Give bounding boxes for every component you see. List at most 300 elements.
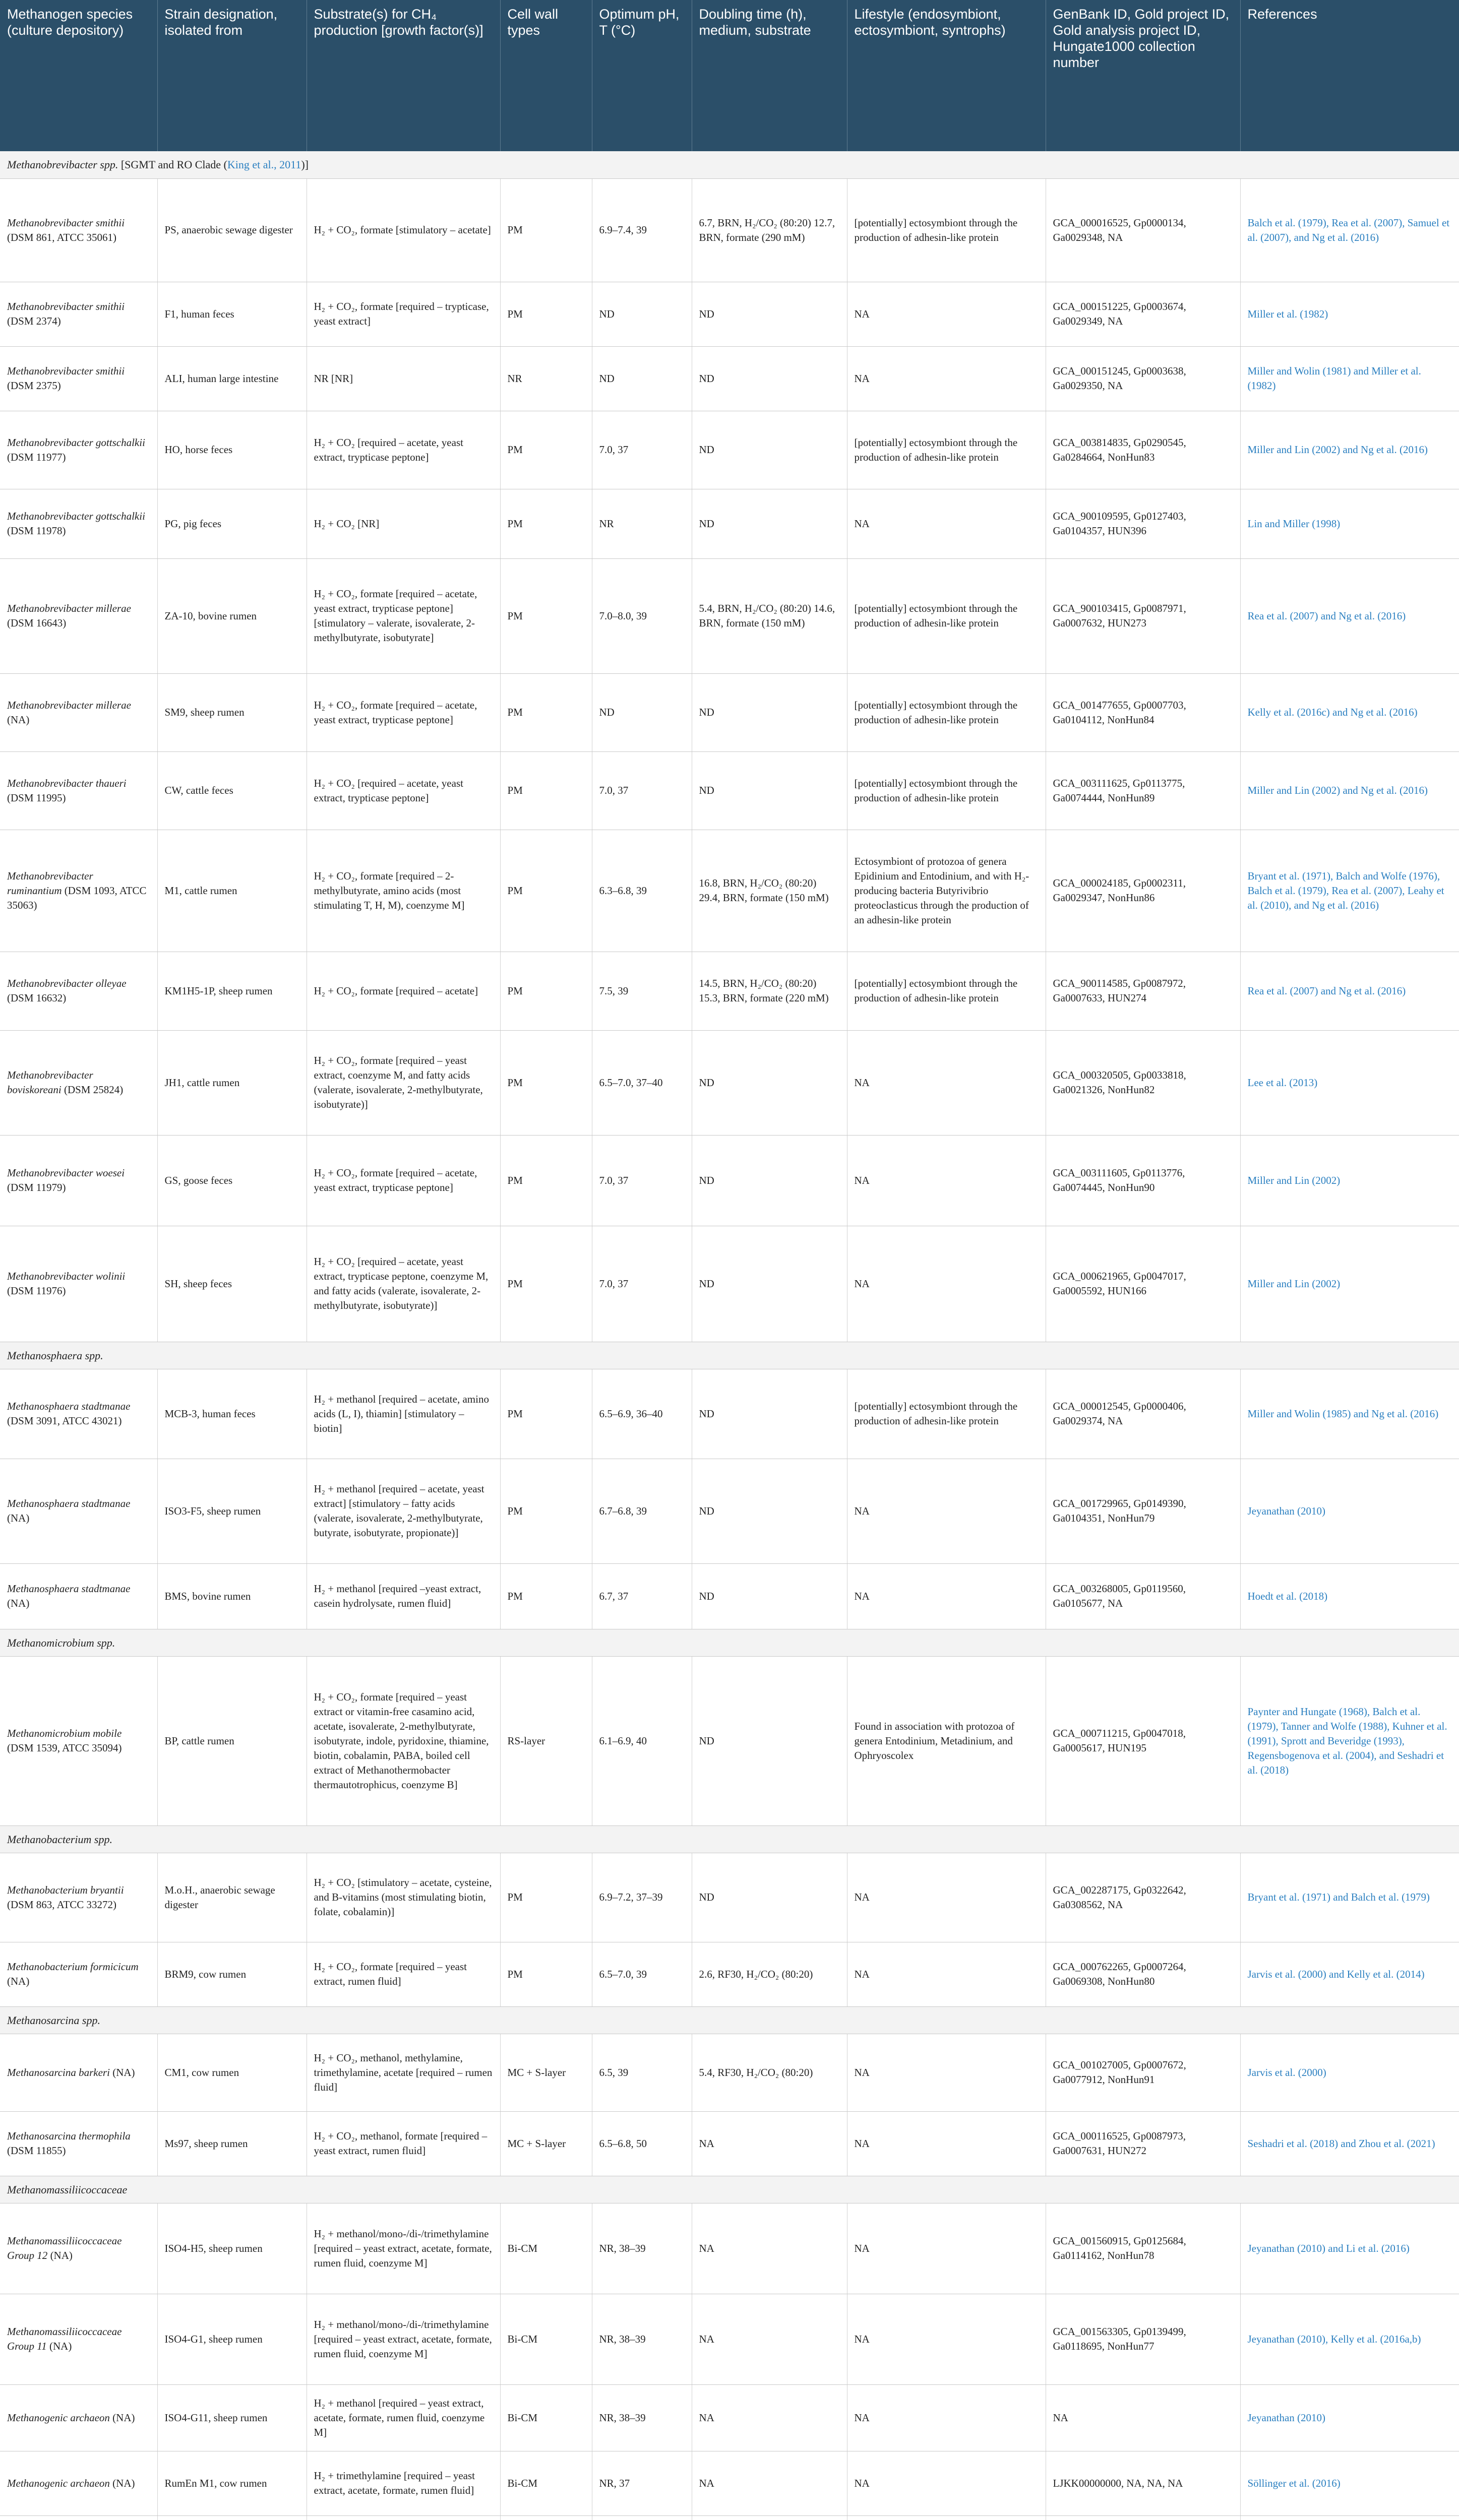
optimum-cell: 6.1–6.9, 40: [592, 1656, 692, 1825]
genome-ids-cell: GCA_001563305, Gp0139499, Ga0118695, NonHun77: [1046, 2294, 1240, 2384]
optimum-cell: 6.9–7.2, 37–39: [592, 1853, 692, 1942]
genome-ids-cell: [1046, 2515, 1240, 2520]
optimum-cell: NR, 38–39: [592, 2294, 692, 2384]
group-title-text: Methanomicrobium spp.: [7, 1636, 115, 1649]
cell-wall-cell: MC + S-layer: [500, 2034, 592, 2111]
references-cell[interactable]: [1240, 2515, 1459, 2520]
culture-depository: (DSM 2375): [7, 380, 61, 392]
doubling-time-cell: ND: [692, 1459, 847, 1563]
species-cell: [0, 178, 157, 282]
species-cell: [0, 830, 157, 952]
optimum-cell: 6.5–6.8, 50: [592, 2111, 692, 2176]
culture-depository: (NA): [50, 2249, 73, 2261]
genome-ids-cell: GCA_003268005, Gp0119560, Ga0105677, NA: [1046, 1563, 1240, 1629]
cell-wall-cell: PM: [500, 673, 592, 751]
table-row: [0, 178, 1459, 282]
table-row: [0, 952, 1459, 1030]
references-cell[interactable]: Paynter and Hungate (1968), Balch et al. (1979), Tanner and Wolfe (1988), Kuhner et al. (1991), Sprott and Beveridge (1993), Regensbogenova et al. (2004), and Seshadri et al. (2018): [1240, 1656, 1459, 1825]
references-cell[interactable]: Jeyanathan (2010): [1240, 1459, 1459, 1563]
cell-wall-cell: PM: [500, 282, 592, 346]
group-header-row: [0, 2176, 1459, 2203]
doubling-time-cell: 5.4, RF30, H₂/CO₂ (80:20): [692, 2034, 847, 2111]
table-body: [0, 151, 1459, 2520]
culture-depository: (NA): [112, 2477, 135, 2489]
substrate-cell: H₂ + CO₂, formate [required – acetate, yeast extract, trypticase peptone]: [307, 673, 500, 751]
references-cell[interactable]: Miller et al. (1982): [1240, 282, 1459, 346]
species-name: Methanosarcina thermophila: [7, 2130, 131, 2142]
strain-cell: BRM9, cow rumen: [157, 1942, 307, 2006]
strain-cell: ALI, human large intestine: [157, 346, 307, 411]
lifestyle-cell: NA: [847, 346, 1046, 411]
references-cell[interactable]: Hoedt et al. (2018): [1240, 1563, 1459, 1629]
species-name: Methanogenic archaeon: [7, 2477, 110, 2489]
species-name: Methanobrevibacter smithii: [7, 365, 125, 377]
species-name: Methanobrevibacter gottschalkii: [7, 510, 145, 522]
culture-depository: (DSM 11977): [7, 451, 66, 463]
genome-ids-cell: GCA_900109595, Gp0127403, Ga0104357, HUN396: [1046, 489, 1240, 558]
culture-depository: (NA): [112, 2411, 135, 2424]
species-name: Methanobrevibacter gottschalkii: [7, 436, 145, 449]
substrate-cell: H₂ + CO₂ [required – acetate, yeast extract, trypticase peptone]: [307, 411, 500, 489]
table-row: [0, 1942, 1459, 2006]
strain-cell: [157, 2515, 307, 2520]
substrate-cell: H₂ + trimethylamine [required – yeast extract, acetate, formate, rumen fluid]: [307, 2451, 500, 2515]
strain-cell: PS, anaerobic sewage digester: [157, 178, 307, 282]
genome-ids-cell: GCA_001729965, Gp0149390, Ga0104351, NonHun79: [1046, 1459, 1240, 1563]
genome-ids-cell: GCA_003111625, Gp0113775, Ga0074444, NonHun89: [1046, 751, 1240, 830]
lifestyle-cell: [potentially] ectosymbiont through the production of adhesin-like protein: [847, 411, 1046, 489]
references-cell[interactable]: Söllinger et al. (2016): [1240, 2451, 1459, 2515]
optimum-cell: NR, 38–39: [592, 2384, 692, 2451]
strain-cell: KM1H5-1P, sheep rumen: [157, 952, 307, 1030]
species-cell: [0, 2384, 157, 2451]
species-cell: [0, 1135, 157, 1226]
group-title-suffix: [SGMT and RO Clade (: [118, 158, 227, 171]
doubling-time-cell: ND: [692, 1369, 847, 1459]
substrate-cell: H₂ + CO₂ [stimulatory – acetate, cysteine, and B-vitamins (most stimulating biotin, folate, cobalamin)]: [307, 1853, 500, 1942]
doubling-time-cell: ND: [692, 751, 847, 830]
cell-wall-cell: Bi-CM: [500, 2203, 592, 2294]
culture-depository: (DSM 861, ATCC 35061): [7, 231, 117, 243]
doubling-time-cell: ND: [692, 673, 847, 751]
culture-depository: (DSM 25824): [64, 1084, 124, 1096]
culture-depository: (DSM 863, ATCC 33272): [7, 1898, 117, 1911]
species-name: Methanobrevibacter boviskoreani: [7, 1069, 93, 1096]
culture-depository: (DSM 1539, ATCC 35094): [7, 1742, 122, 1754]
strain-cell: ZA-10, bovine rumen: [157, 558, 307, 673]
genome-ids-cell: LJKK00000000, NA, NA, NA: [1046, 2451, 1240, 2515]
cell-wall-cell: Bi-CM: [500, 2294, 592, 2384]
group-title: [0, 1629, 1459, 1656]
doubling-time-cell: ND: [692, 1226, 847, 1342]
substrate-cell: [307, 2515, 500, 2520]
species-cell: [0, 489, 157, 558]
optimum-cell: 7.0, 37: [592, 411, 692, 489]
strain-cell: ISO4-H5, sheep rumen: [157, 2203, 307, 2294]
species-name: Methanobacterium formicicum: [7, 1961, 139, 1973]
group-title-text: Methanosarcina spp.: [7, 2013, 100, 2027]
group-header-row: [0, 1342, 1459, 1369]
optimum-cell: ND: [592, 346, 692, 411]
substrate-cell: H₂ + methanol [required – acetate, amino acids (L, I), thiamin] [stimulatory – biotin]: [307, 1369, 500, 1459]
cell-wall-cell: MC + S-layer: [500, 2111, 592, 2176]
species-name: Methanobrevibacter millerae: [7, 602, 131, 614]
lifestyle-cell: NA: [847, 1853, 1046, 1942]
strain-cell: MCB-3, human feces: [157, 1369, 307, 1459]
cell-wall-cell: PM: [500, 178, 592, 282]
optimum-cell: 7.5, 39: [592, 952, 692, 1030]
substrate-cell: H₂ + methanol [required – yeast extract, acetate, formate, rumen fluid, coenzyme M]: [307, 2384, 500, 2451]
substrate-cell: NR [NR]: [307, 346, 500, 411]
genome-ids-cell: GCA_003814835, Gp0290545, Ga0284664, NonHun83: [1046, 411, 1240, 489]
genome-ids-cell: GCA_003111605, Gp0113776, Ga0074445, NonHun90: [1046, 1135, 1240, 1226]
substrate-cell: H₂ + CO₂, formate [required – acetate, yeast extract, trypticase peptone]: [307, 1135, 500, 1226]
substrate-cell: H₂ + CO₂, methanol, formate [required – yeast extract, rumen fluid]: [307, 2111, 500, 2176]
cell-wall-cell: PM: [500, 751, 592, 830]
optimum-cell: 7.0, 37: [592, 1135, 692, 1226]
lifestyle-cell: NA: [847, 1563, 1046, 1629]
column-header: Lifestyle (endosymbiont, ectosymbiont, syntrophs): [847, 0, 1046, 151]
doubling-time-cell: ND: [692, 489, 847, 558]
substrate-cell: H₂ + CO₂, formate [required – 2-methylbutyrate, amino acids (most stimulating T, H, M), coenzyme M]: [307, 830, 500, 952]
table-row: [0, 2034, 1459, 2111]
genome-ids-cell: GCA_001560915, Gp0125684, Ga0114162, NonHun78: [1046, 2203, 1240, 2294]
culture-depository: (DSM 3091, ATCC 43021): [7, 1415, 122, 1427]
cell-wall-cell: Bi-CM: [500, 2451, 592, 2515]
references-cell[interactable]: Miller and Lin (2002) and Ng et al. (2016): [1240, 411, 1459, 489]
cell-wall-cell: PM: [500, 1030, 592, 1135]
strain-cell: Ms97, sheep rumen: [157, 2111, 307, 2176]
genome-ids-cell: GCA_000320505, Gp0033818, Ga0021326, NonHun82: [1046, 1030, 1240, 1135]
optimum-cell: NR, 37: [592, 2451, 692, 2515]
culture-depository: (DSM 11995): [7, 791, 66, 804]
species-name: Methanobrevibacter olleyae: [7, 977, 127, 989]
references-cell[interactable]: Miller and Lin (2002): [1240, 1226, 1459, 1342]
table-row: [0, 558, 1459, 673]
genome-ids-cell: GCA_000012545, Gp0000406, Ga0029374, NA: [1046, 1369, 1240, 1459]
doubling-time-cell: ND: [692, 411, 847, 489]
strain-cell: SM9, sheep rumen: [157, 673, 307, 751]
references-cell[interactable]: Miller and Lin (2002): [1240, 1135, 1459, 1226]
table-row: [0, 1135, 1459, 1226]
culture-depository: (NA): [7, 1597, 30, 1609]
doubling-time-cell: 14.5, BRN, H₂/CO₂ (80:20) 15.3, BRN, formate (220 mM): [692, 952, 847, 1030]
cell-wall-cell: PM: [500, 830, 592, 952]
genome-ids-cell: GCA_000151225, Gp0003674, Ga0029349, NA: [1046, 282, 1240, 346]
references-cell[interactable]: Jeyanathan (2010) and Li et al. (2016): [1240, 2203, 1459, 2294]
table-row: [0, 1459, 1459, 1563]
lifestyle-cell: NA: [847, 1459, 1046, 1563]
lifestyle-cell: [847, 2515, 1046, 2520]
cell-wall-cell: [500, 2515, 592, 2520]
cell-wall-cell: PM: [500, 489, 592, 558]
optimum-cell: NR: [592, 489, 692, 558]
column-header: Cell wall types: [500, 0, 592, 151]
doubling-time-cell: 16.8, BRN, H₂/CO₂ (80:20) 29.4, BRN, formate (150 mM): [692, 830, 847, 952]
lifestyle-cell: [potentially] ectosymbiont through the production of adhesin-like protein: [847, 673, 1046, 751]
strain-cell: CW, cattle feces: [157, 751, 307, 830]
optimum-cell: NR, 38–39: [592, 2203, 692, 2294]
substrate-cell: H₂ + CO₂, methanol, methylamine, trimethylamine, acetate [required – rumen fluid]: [307, 2034, 500, 2111]
species-name: Methanogenic archaeon: [7, 2411, 110, 2424]
genome-ids-cell: GCA_002287175, Gp0322642, Ga0308562, NA: [1046, 1853, 1240, 1942]
genome-ids-cell: GCA_001027005, Gp0007672, Ga0077912, NonHun91: [1046, 2034, 1240, 2111]
lifestyle-cell: NA: [847, 2203, 1046, 2294]
substrate-cell: H₂ + CO₂, formate [required – acetate, yeast extract, trypticase peptone] [stimulatory – valerate, isovalerate, 2-methylbutyrate, isobutyrate]: [307, 558, 500, 673]
column-header: Substrate(s) for CH₄ production [growth factor(s)]: [307, 0, 500, 151]
group-title: [0, 1342, 1459, 1369]
references-cell[interactable]: Bryant et al. (1971), Balch and Wolfe (1976), Balch et al. (1979), Rea et al. (2007), Leahy et al. (2010), and Ng et al. (2016): [1240, 830, 1459, 952]
genome-ids-cell: GCA_000116525, Gp0087973, Ga0007631, HUN272: [1046, 2111, 1240, 2176]
culture-depository: (NA): [7, 1975, 30, 1987]
group-header-row: [0, 1629, 1459, 1656]
references-cell[interactable]: Bryant et al. (1971) and Balch et al. (1979): [1240, 1853, 1459, 1942]
column-header: Strain designation, isolated from: [157, 0, 307, 151]
genome-ids-cell: GCA_000762265, Gp0007264, Ga0069308, NonHun80: [1046, 1942, 1240, 2006]
culture-depository: (DSM 2374): [7, 315, 61, 327]
substrate-cell: H₂ + CO₂, formate [stimulatory – acetate]: [307, 178, 500, 282]
cell-wall-cell: PM: [500, 411, 592, 489]
references-cell[interactable]: Balch et al. (1979), Rea et al. (2007), Samuel et al. (2007), and Ng et al. (2016): [1240, 178, 1459, 282]
substrate-cell: H₂ + methanol [required – acetate, yeast extract] [stimulatory – fatty acids (valerate, isovalerate, 2-methylbutyrate, butyrate, isobutyrate, propionate)]: [307, 1459, 500, 1563]
doubling-time-cell: NA: [692, 2451, 847, 2515]
table-row: [0, 2203, 1459, 2294]
references-cell[interactable]: Jeyanathan (2010), Kelly et al. (2016a,b): [1240, 2294, 1459, 2384]
doubling-time-cell: NA: [692, 2203, 847, 2294]
lifestyle-cell: [potentially] ectosymbiont through the production of adhesin-like protein: [847, 178, 1046, 282]
optimum-cell: 6.9–7.4, 39: [592, 178, 692, 282]
group-header-row: [0, 1825, 1459, 1853]
strain-cell: PG, pig feces: [157, 489, 307, 558]
lifestyle-cell: NA: [847, 2294, 1046, 2384]
optimum-cell: 6.5–7.0, 39: [592, 1942, 692, 2006]
species-cell: [0, 1942, 157, 2006]
lifestyle-cell: NA: [847, 1226, 1046, 1342]
optimum-cell: 6.3–6.8, 39: [592, 830, 692, 952]
strain-cell: RumEn M1, cow rumen: [157, 2451, 307, 2515]
table-row: [0, 673, 1459, 751]
group-header-row: [0, 2006, 1459, 2034]
group-title: [0, 2006, 1459, 2034]
species-name: Methanosphaera stadtmanae: [7, 1583, 131, 1595]
references-cell[interactable]: Rea et al. (2007) and Ng et al. (2016): [1240, 558, 1459, 673]
table-header-row: [0, 0, 1459, 151]
species-name: Methanobrevibacter smithii: [7, 300, 125, 312]
column-header: Methanogen species (culture depository): [0, 0, 157, 151]
table-row: [0, 346, 1459, 411]
group-title-text: Methanobacterium spp.: [7, 1833, 112, 1846]
doubling-time-cell: NA: [692, 2111, 847, 2176]
substrate-cell: H₂ + CO₂, formate [required – acetate]: [307, 952, 500, 1030]
references-cell[interactable]: Miller and Lin (2002) and Ng et al. (2016): [1240, 751, 1459, 830]
optimum-cell: 6.7, 37: [592, 1563, 692, 1629]
genome-ids-cell: GCA_000151245, Gp0003638, Ga0029350, NA: [1046, 346, 1240, 411]
culture-depository: (DSM 11855): [7, 2145, 66, 2157]
optimum-cell: 6.5, 39: [592, 2034, 692, 2111]
column-header: Doubling time (h), medium, substrate: [692, 0, 847, 151]
lifestyle-cell: [potentially] ectosymbiont through the production of adhesin-like protein: [847, 751, 1046, 830]
lifestyle-cell: NA: [847, 2034, 1046, 2111]
optimum-cell: 7.0, 37: [592, 751, 692, 830]
species-name: Methanobrevibacter wolinii: [7, 1270, 126, 1282]
cell-wall-cell: PM: [500, 1459, 592, 1563]
culture-depository: (NA): [7, 1512, 30, 1524]
species-name: Methanobrevibacter woesei: [7, 1167, 125, 1179]
column-header: GenBank ID, Gold project ID, Gold analysis project ID, Hungate1000 collection number: [1046, 0, 1240, 151]
lifestyle-cell: [potentially] ectosymbiont through the production of adhesin-like protein: [847, 952, 1046, 1030]
culture-depository: (NA): [49, 2340, 72, 2352]
genome-ids-cell: GCA_000016525, Gp0000134, Ga0029348, NA: [1046, 178, 1240, 282]
references-cell[interactable]: Miller and Wolin (1985) and Ng et al. (2016): [1240, 1369, 1459, 1459]
strain-cell: BMS, bovine rumen: [157, 1563, 307, 1629]
species-name: Methanobrevibacter millerae: [7, 699, 131, 711]
genome-ids-cell: GCA_000711215, Gp0047018, Ga0005617, HUN195: [1046, 1656, 1240, 1825]
lifestyle-cell: NA: [847, 489, 1046, 558]
references-cell[interactable]: Seshadri et al. (2018) and Zhou et al. (2021): [1240, 2111, 1459, 2176]
species-cell: [0, 673, 157, 751]
substrate-cell: H₂ + CO₂, formate [required – yeast extract, rumen fluid]: [307, 1942, 500, 2006]
lifestyle-cell: NA: [847, 2384, 1046, 2451]
doubling-time-cell: 6.7, BRN, H₂/CO₂ (80:20) 12.7, BRN, formate (290 mM): [692, 178, 847, 282]
lifestyle-cell: Found in association with protozoa of genera Entodinium, Metadinium, and Ophryoscolex: [847, 1656, 1046, 1825]
doubling-time-cell: NA: [692, 2384, 847, 2451]
cell-wall-cell: PM: [500, 1942, 592, 2006]
species-cell: [0, 411, 157, 489]
genome-ids-cell: GCA_900103415, Gp0087971, Ga0007632, HUN273: [1046, 558, 1240, 673]
culture-depository: (DSM 1093, ATCC 35063): [7, 884, 147, 911]
lifestyle-cell: NA: [847, 282, 1046, 346]
references-cell[interactable]: Miller and Wolin (1981) and Miller et al. (1982): [1240, 346, 1459, 411]
species-name: Methanosphaera stadtmanae: [7, 1497, 131, 1509]
group-header-row: [0, 151, 1459, 178]
strain-cell: BP, cattle rumen: [157, 1656, 307, 1825]
optimum-cell: 6.7–6.8, 39: [592, 1459, 692, 1563]
group-title-text: Methanobrevibacter spp.: [7, 158, 118, 171]
species-cell: [0, 558, 157, 673]
species-cell: [0, 2203, 157, 2294]
species-cell: [0, 1563, 157, 1629]
group-title-end: )]: [301, 158, 309, 171]
table-row: [0, 1563, 1459, 1629]
species-cell: [0, 1030, 157, 1135]
substrate-cell: H₂ + CO₂, formate [required – yeast extract or vitamin-free casamino acid, acetate, isovalerate, 2-methylbutyrate, isobutyrate, indole, pyridoxine, thiamine, biotin, cobalamin, PABA, boiled cell extract of Methanothermobacter thermautotrophicus, coenzyme B]: [307, 1656, 500, 1825]
species-name: Methanobrevibacter ruminantium: [7, 869, 93, 897]
species-cell: [0, 1853, 157, 1942]
table-row: [0, 830, 1459, 952]
table-row: [0, 1369, 1459, 1459]
species-cell: [0, 2294, 157, 2384]
strain-cell: CM1, cow rumen: [157, 2034, 307, 2111]
species-cell: [0, 282, 157, 346]
strain-cell: M1, cattle rumen: [157, 830, 307, 952]
doubling-time-cell: 2.6, RF30, H₂/CO₂ (80:20): [692, 1942, 847, 2006]
references-cell[interactable]: Lin and Miller (1998): [1240, 489, 1459, 558]
column-header: References: [1240, 0, 1459, 151]
references-cell[interactable]: Jarvis et al. (2000) and Kelly et al. (2014): [1240, 1942, 1459, 2006]
species-cell: [0, 1656, 157, 1825]
genome-ids-cell: GCA_000621965, Gp0047017, Ga0005592, HUN166: [1046, 1226, 1240, 1342]
group-title: [0, 1825, 1459, 1853]
table-row: [0, 2111, 1459, 2176]
substrate-cell: H₂ + methanol/mono-/di-/trimethylamine [required – yeast extract, acetate, formate, rumen fluid, coenzyme M]: [307, 2203, 500, 2294]
genome-ids-cell: GCA_000024185, Gp0002311, Ga0029347, NonHun86: [1046, 830, 1240, 952]
species-cell: [0, 2111, 157, 2176]
references-cell[interactable]: Kelly et al. (2016c) and Ng et al. (2016): [1240, 673, 1459, 751]
strain-cell: GS, goose feces: [157, 1135, 307, 1226]
doubling-time-cell: ND: [692, 1853, 847, 1942]
doubling-time-cell: ND: [692, 282, 847, 346]
strain-cell: SH, sheep feces: [157, 1226, 307, 1342]
cell-wall-cell: PM: [500, 1226, 592, 1342]
substrate-cell: H₂ + methanol [required –yeast extract, casein hydrolysate, rumen fluid]: [307, 1563, 500, 1629]
species-name: Methanomicrobium mobile: [7, 1727, 122, 1739]
references-cell[interactable]: Jeyanathan (2010): [1240, 2384, 1459, 2451]
species-cell: [0, 2451, 157, 2515]
species-name: Methanosarcina barkeri: [7, 2066, 110, 2078]
strain-cell: F1, human feces: [157, 282, 307, 346]
substrate-cell: H₂ + CO₂ [NR]: [307, 489, 500, 558]
strain-cell: ISO4-G1, sheep rumen: [157, 2294, 307, 2384]
strain-cell: ISO4-G11, sheep rumen: [157, 2384, 307, 2451]
lifestyle-cell: NA: [847, 1942, 1046, 2006]
table-row: [0, 2515, 1459, 2520]
culture-depository: (NA): [112, 2066, 135, 2078]
species-name: Methanosphaera stadtmanae: [7, 1400, 131, 1412]
table-row: [0, 1656, 1459, 1825]
strain-cell: JH1, cattle rumen: [157, 1030, 307, 1135]
species-name: Methanomassiliicoccaceae Group 12: [7, 2235, 122, 2261]
lifestyle-cell: NA: [847, 2111, 1046, 2176]
lifestyle-cell: [potentially] ectosymbiont through the production of adhesin-like protein: [847, 1369, 1046, 1459]
species-cell: [0, 346, 157, 411]
table-row: [0, 1030, 1459, 1135]
references-cell[interactable]: Rea et al. (2007) and Ng et al. (2016): [1240, 952, 1459, 1030]
table-row: [0, 2384, 1459, 2451]
optimum-cell: 7.0, 37: [592, 1226, 692, 1342]
doubling-time-cell: ND: [692, 1656, 847, 1825]
group-title: [0, 151, 1459, 178]
lifestyle-cell: Ectosymbiont of protozoa of genera Epidinium and Entodinium, and with H₂-producing bacteria Butyrivibrio proteoclasticus through the production of an adhesin-like protein: [847, 830, 1046, 952]
cell-wall-cell: NR: [500, 346, 592, 411]
culture-depository: (DSM 16632): [7, 992, 67, 1004]
species-name: Methanobrevibacter smithii: [7, 216, 125, 229]
group-citation-link[interactable]: King et al., 2011: [227, 158, 301, 171]
cell-wall-cell: RS-layer: [500, 1656, 592, 1825]
table-row: [0, 411, 1459, 489]
optimum-cell: 6.5–6.9, 36–40: [592, 1369, 692, 1459]
substrate-cell: H₂ + CO₂ [required – acetate, yeast extract, trypticase peptone, coenzyme M, and fatty acids (valerate, isovalerate, 2-methylbutyrate, isobutyrate)]: [307, 1226, 500, 1342]
optimum-cell: 7.0–8.0, 39: [592, 558, 692, 673]
species-name: Methanomassiliicoccaceae Group 11: [7, 2325, 122, 2352]
optimum-cell: [592, 2515, 692, 2520]
table-row: [0, 1853, 1459, 1942]
references-cell[interactable]: Jarvis et al. (2000): [1240, 2034, 1459, 2111]
substrate-cell: H₂ + CO₂, formate [required – trypticase, yeast extract]: [307, 282, 500, 346]
strain-cell: ISO3-F5, sheep rumen: [157, 1459, 307, 1563]
optimum-cell: ND: [592, 673, 692, 751]
references-cell[interactable]: Lee et al. (2013): [1240, 1030, 1459, 1135]
species-cell: [0, 1459, 157, 1563]
lifestyle-cell: [potentially] ectosymbiont through the production of adhesin-like protein: [847, 558, 1046, 673]
species-cell: [0, 1369, 157, 1459]
doubling-time-cell: ND: [692, 346, 847, 411]
group-title-text: Methanosphaera spp.: [7, 1349, 103, 1362]
cell-wall-cell: PM: [500, 952, 592, 1030]
strain-cell: M.o.H., anaerobic sewage digester: [157, 1853, 307, 1942]
cell-wall-cell: PM: [500, 1135, 592, 1226]
table-row: [0, 751, 1459, 830]
lifestyle-cell: NA: [847, 1030, 1046, 1135]
